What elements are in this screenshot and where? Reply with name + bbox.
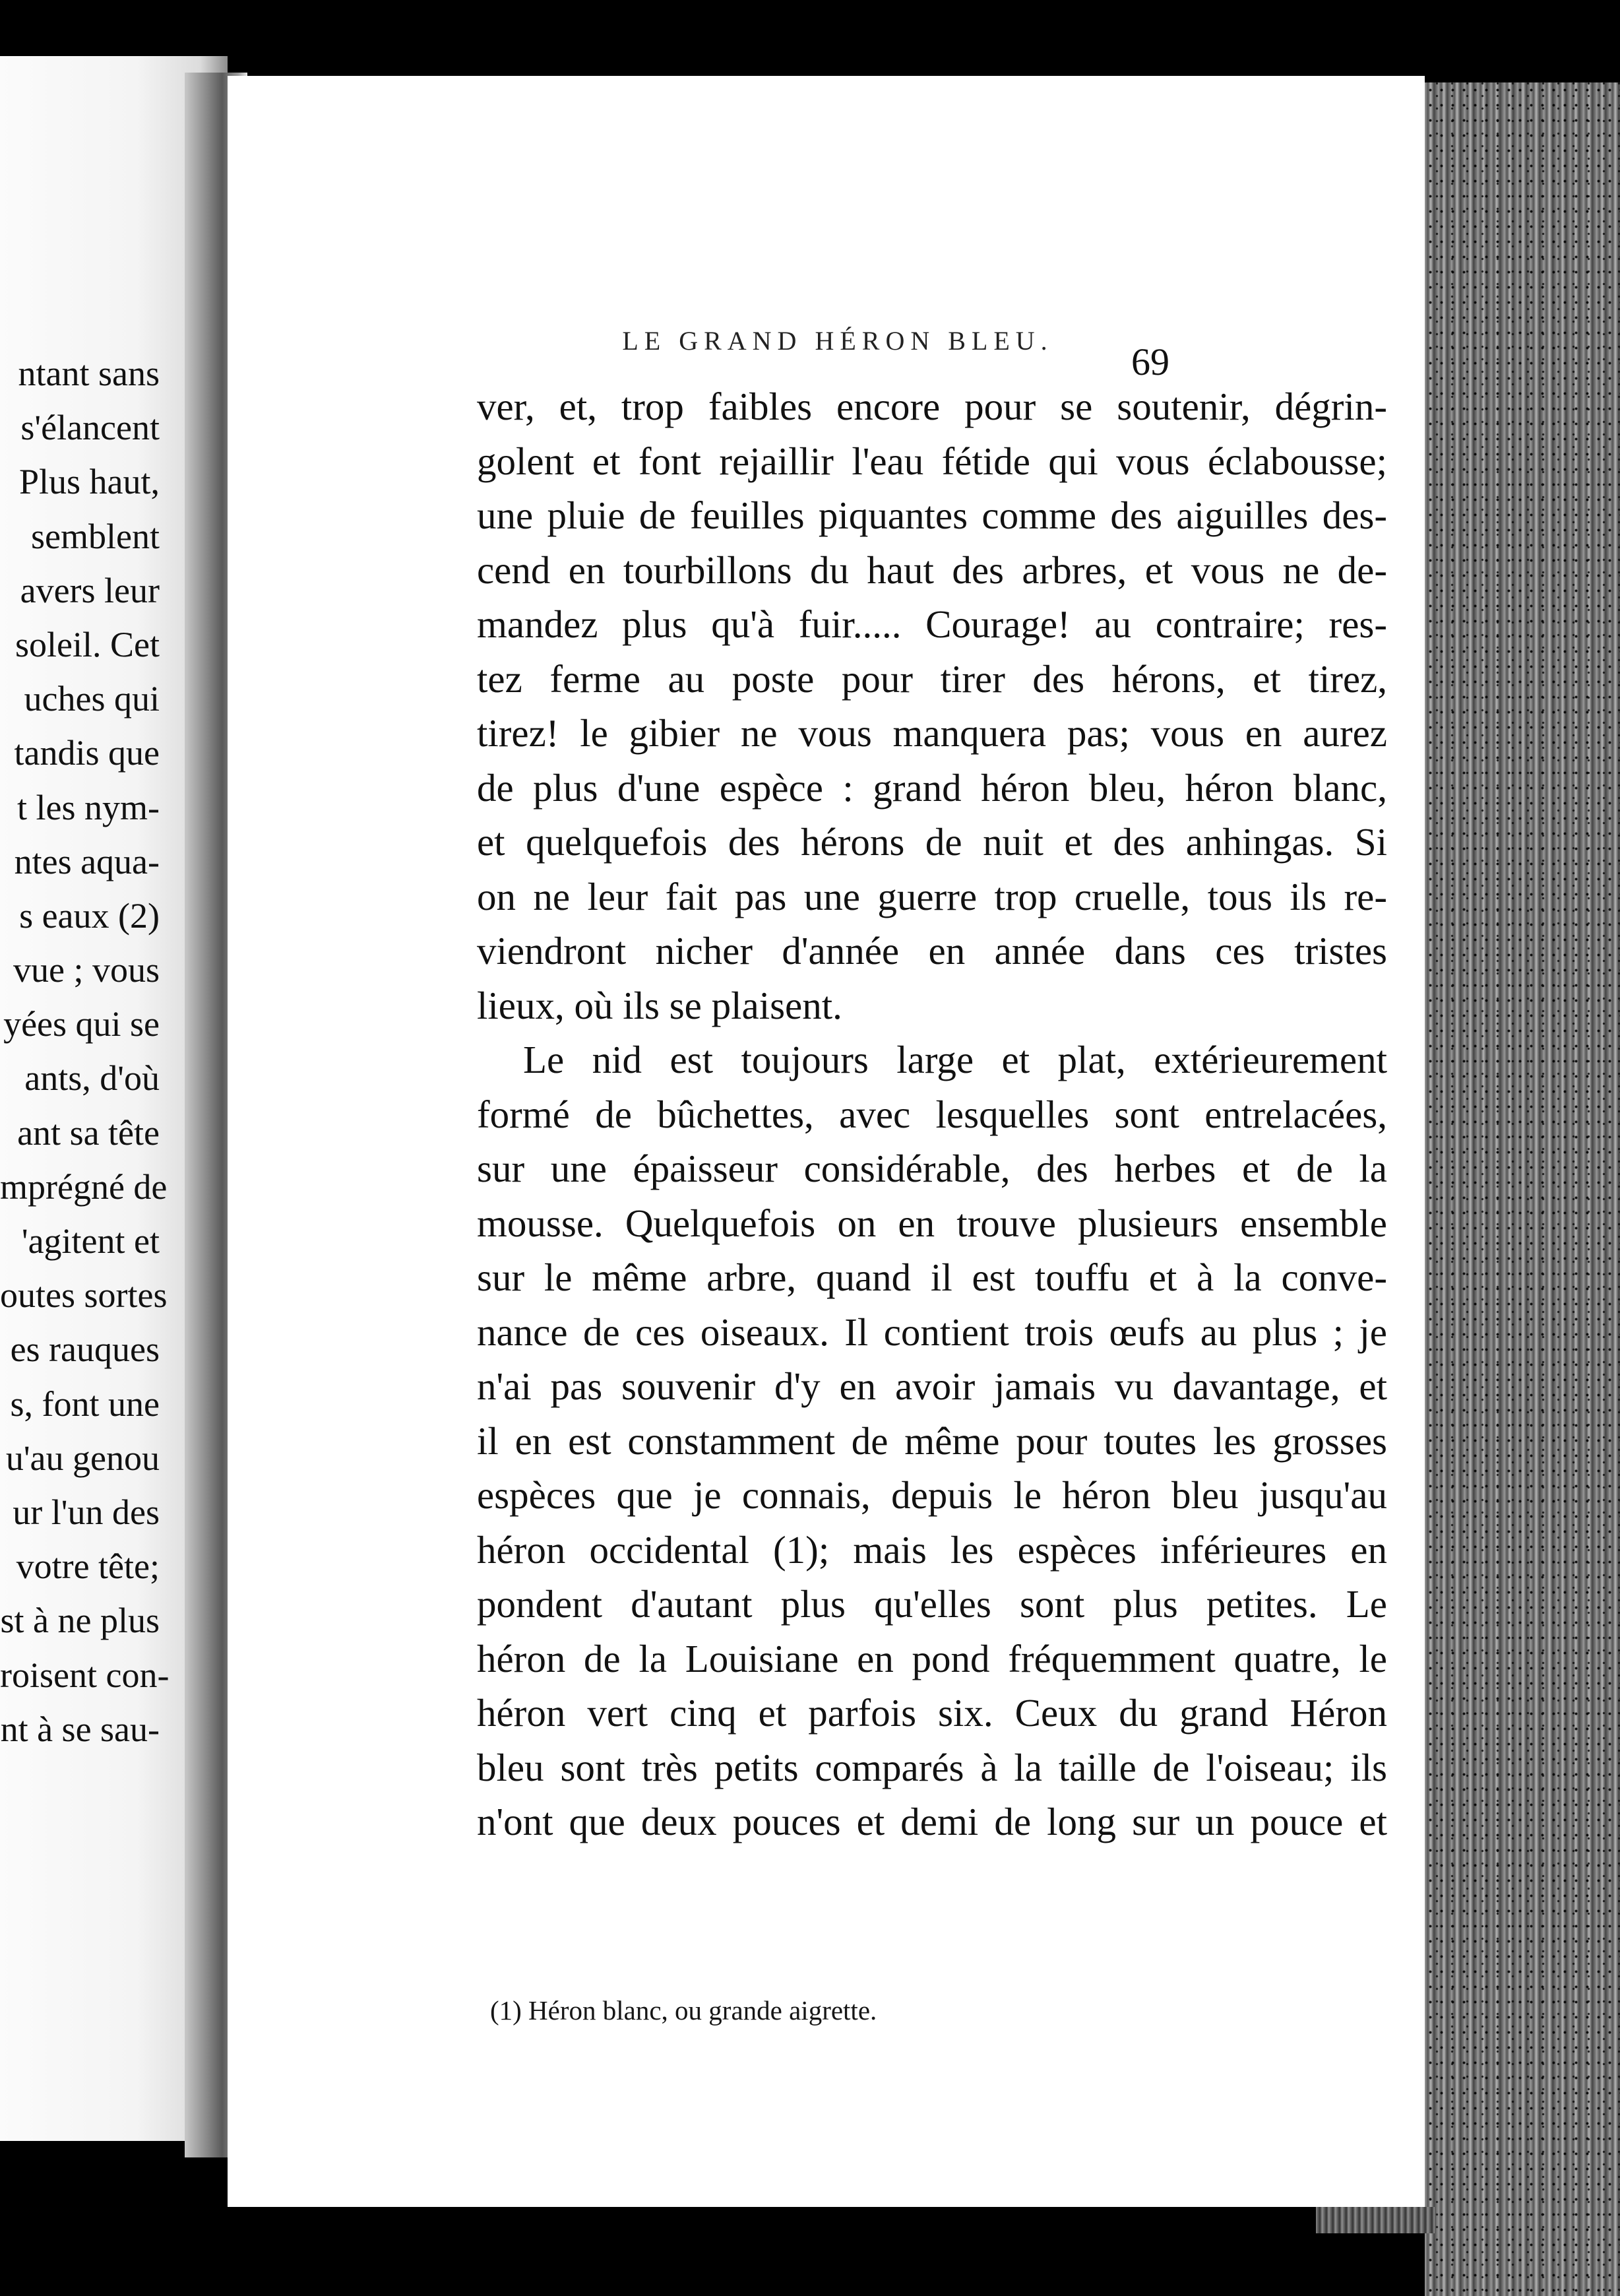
left-page-line: semblent: [31, 516, 160, 556]
left-page-line: ants, d'où: [24, 1058, 160, 1099]
left-page-line: tandis que: [14, 733, 160, 773]
body-line: pondent d'autant plus qu'elles sont plus petites. Le: [477, 1582, 1387, 1626]
body-line: il en est constamment de même pour toutes les grosses: [477, 1419, 1387, 1463]
body-line: sur une épaisseur considérable, des herbes et de la: [477, 1147, 1387, 1190]
left-page-line: avers leur: [20, 570, 160, 610]
left-page-line: ant sa tête: [17, 1112, 160, 1153]
left-page-line: s eaux (2): [19, 895, 160, 936]
body-line: cend en tourbillons du haut des arbres, et vous ne de-: [477, 548, 1387, 592]
left-page-line: uches qui: [24, 679, 160, 719]
body-line: ver, et, trop faibles encore pour se soutenir, dégrin-: [477, 385, 1387, 428]
body-line: une pluie de feuilles piquantes comme des aiguilles des-: [477, 494, 1387, 537]
body-line: mousse. Quelquefois on en trouve plusieurs ensemble: [477, 1201, 1387, 1245]
body-line: viendront nicher d'année en année dans ces tristes: [477, 929, 1387, 973]
left-page-line: roisent con-: [0, 1655, 170, 1695]
left-page-line: soleil. Cet: [15, 624, 160, 664]
page-number: 69: [1131, 340, 1169, 383]
left-page-line: 'agitent et: [21, 1221, 160, 1261]
body-line: héron de la Louisiane en pond fréquemment quatre, le: [477, 1636, 1387, 1680]
body-line: golent et font rejaillir l'eau fétide qui vous éclabousse;: [477, 439, 1387, 483]
body-line: et quelquefois des hérons de nuit et des anhingas. Si: [477, 820, 1387, 864]
left-page-line: Plus haut,: [18, 462, 160, 502]
body-line: bleu sont très petits comparés à la taille de l'oiseau; ils: [477, 1745, 1387, 1789]
body-line: formé de bûchettes, avec lesquelles sont entrelacées,: [477, 1092, 1387, 1136]
left-page-line: vue ; vous: [13, 950, 160, 990]
body-text: [477, 379, 1387, 1849]
body-line: mandez plus qu'à fuir..... Courage! au contraire; res-: [477, 602, 1387, 646]
body-line: n'ont que deux pouces et demi de long sur un pouce et: [477, 1800, 1387, 1843]
body-line: on ne leur fait pas une guerre trop cruelle, tous ils re-: [477, 874, 1387, 918]
left-page-line: mprégné de: [0, 1166, 168, 1207]
book-edge-page-stack: [1425, 82, 1620, 2296]
body-line: tirez! le gibier ne vous manquera pas; vous en aurez: [477, 711, 1387, 755]
left-page-line: u'au genou: [5, 1438, 160, 1478]
running-head: LE GRAND HÉRON BLEU.: [622, 326, 1053, 356]
left-page-line: st à ne plus: [0, 1601, 160, 1641]
body-line: héron vert cinq et parfois six. Ceux du grand Héron: [477, 1691, 1387, 1735]
left-page-line: ntes aqua-: [14, 841, 160, 881]
book-edge-bottom: [1316, 2207, 1435, 2233]
left-page-line: yées qui se: [3, 1004, 160, 1044]
page-69: [228, 76, 1425, 2207]
body-line: nance de ces oiseaux. Il contient trois œufs au plus ; je: [477, 1310, 1387, 1354]
left-page-line: outes sortes: [0, 1275, 168, 1316]
body-line: de plus d'une espèce : grand héron bleu, héron blanc,: [477, 765, 1387, 810]
left-page-line: ntant sans: [18, 354, 160, 393]
left-page-line: s, font une: [10, 1384, 160, 1424]
body-line: sur le même arbre, quand il est touffu et à la conve-: [477, 1256, 1387, 1299]
body-line: héron occidental (1); mais les espèces inférieures en: [477, 1527, 1387, 1572]
left-page-line: t les nym-: [17, 787, 160, 827]
body-line: espèces que je connais, depuis le héron bleu jusqu'au: [477, 1473, 1387, 1517]
left-page-line: nt à se sau-: [0, 1709, 160, 1749]
body-line: lieux, où ils se plaisent.: [477, 983, 842, 1027]
left-page-line: votre tête;: [16, 1547, 160, 1587]
left-page-line: es rauques: [10, 1329, 160, 1370]
body-line: tez ferme au poste pour tirer des hérons, et tirez,: [477, 656, 1387, 701]
footnote: (1) Héron blanc, ou grande aigrette.: [490, 1995, 877, 2025]
body-line: Le nid est toujours large et plat, extérieurement: [523, 1038, 1387, 1081]
left-page-line: s'élancent: [20, 408, 160, 448]
body-line: n'ai pas souvenir d'y en avoir jamais vu davantage, et: [477, 1364, 1387, 1408]
left-page-line: ur l'un des: [13, 1492, 160, 1532]
